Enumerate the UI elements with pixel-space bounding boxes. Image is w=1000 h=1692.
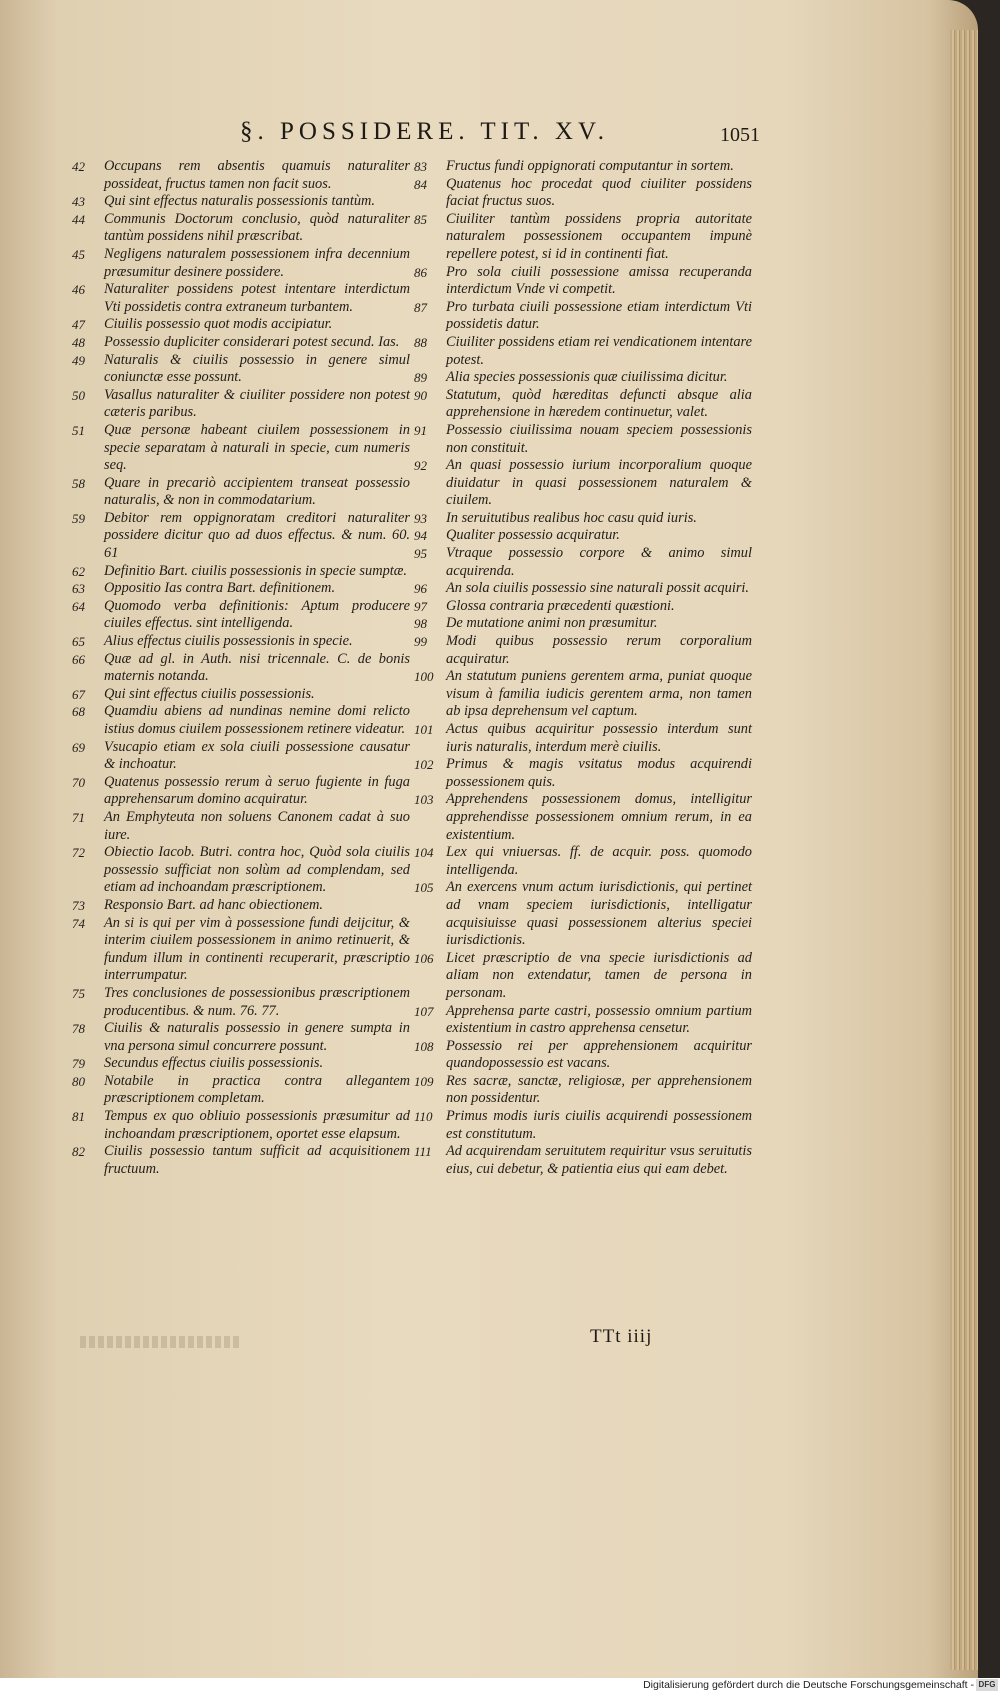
index-entry	[72, 633, 410, 651]
index-entry	[72, 563, 410, 581]
entry-text: Alia species possessionis quæ ciuilissima dicitur.	[446, 369, 728, 386]
index-entry	[414, 668, 752, 721]
entry-number: 107	[414, 1003, 434, 1019]
entry-number: 48	[72, 334, 85, 350]
entry-text: Occupans rem absentis quamuis naturaliter possideat, fructus tamen non facit suos.	[104, 158, 410, 192]
entry-number: 45	[72, 246, 85, 262]
entry-number: 90	[414, 387, 427, 403]
entry-text: Debitor rem oppignoratam creditori naturaliter possidere dicitur quo ad duos effectus. & num. 60. 61	[104, 509, 410, 562]
entry-text: Apprehendens possessionem domus, intelligitur apprehendisse possessionem omnium rerum, in ea existentium.	[446, 791, 752, 843]
index-entry	[72, 352, 410, 387]
index-entry	[72, 844, 410, 897]
index-entry	[72, 422, 410, 475]
entry-text: Vasallus naturaliter & ciuiliter possidere non potest cæteris paribus.	[104, 386, 410, 421]
entry-text: Pro turbata ciuili possessione etiam interdictum Vti possidetis datur.	[446, 298, 752, 333]
index-entry	[414, 387, 752, 422]
index-entry	[72, 580, 410, 598]
index-entry	[414, 158, 752, 176]
index-entry	[414, 791, 752, 844]
signature-mark: TTt iiij	[590, 1326, 653, 1347]
index-entry	[414, 1038, 752, 1073]
index-entry	[414, 580, 752, 598]
index-entry	[414, 598, 752, 616]
index-entry	[72, 1143, 410, 1178]
entry-number: 67	[72, 686, 85, 702]
index-entry	[72, 387, 410, 422]
index-entry	[72, 703, 410, 738]
entry-number: 105	[414, 880, 434, 896]
index-entry	[414, 369, 752, 387]
entry-number: 91	[414, 422, 427, 438]
index-entry	[414, 211, 752, 264]
entry-text: Naturalis & ciuilis possessio in genere simul coniunctæ esse possunt.	[104, 351, 410, 386]
entry-number: 97	[414, 598, 427, 614]
entry-number: 81	[72, 1109, 85, 1125]
entry-text: Ciuiliter tantùm possidens propria autoritate naturalem possessionem occupantem impunè repellere potest, si id in continenti fiat.	[446, 210, 752, 262]
entry-text: Lex qui vniuersas. ff. de acquir. poss. quomodo intelligenda.	[446, 844, 752, 878]
entry-text: Oppositio Ias contra Bart. definitionem.	[104, 580, 336, 597]
entry-text: Ciuilis & naturalis possessio in genere sumpta in vna persona simul concurrere possunt.	[104, 1020, 410, 1054]
entry-text: Apprehensa parte castri, possessio omnium partium existentium in castro apprehensa censetur.	[446, 1002, 752, 1037]
index-entry	[414, 422, 752, 457]
entry-number: 58	[72, 475, 85, 491]
entry-text: Alius effectus ciuilis possessionis in specie.	[104, 633, 353, 650]
index-entry	[414, 510, 752, 528]
entry-number: 71	[72, 809, 85, 825]
entry-text: Statutum, quòd hæreditas defuncti absque alia apprehensione in hæredem continuetur, valet.	[446, 386, 752, 421]
index-entry	[414, 950, 752, 1003]
index-entry	[72, 281, 410, 316]
entry-number: 68	[72, 704, 85, 720]
entry-text: Qui sint effectus ciuilis possessionis.	[104, 685, 315, 702]
entry-text: Possessio ciuilissima nouam speciem possessionis non constituit.	[446, 421, 752, 456]
entry-number: 75	[72, 985, 85, 1001]
page-number: 1051	[720, 124, 760, 146]
index-entry	[72, 211, 410, 246]
index-entry	[72, 651, 410, 686]
index-entry	[72, 809, 410, 844]
index-entry	[72, 475, 410, 510]
entry-number: 103	[414, 792, 434, 808]
entry-text: Modi quibus possessio rerum corporalium acquiratur.	[446, 633, 752, 667]
entry-number: 64	[72, 598, 85, 614]
entry-number: 106	[414, 950, 434, 966]
index-entry	[414, 299, 752, 334]
entry-text: Vsucapio etiam ex sola ciuili possessione causatur & inchoatur.	[104, 738, 410, 773]
entry-text: An quasi possessio iurium incorporalium quoque diuidatur in quasi possessionem naturalem & ciuilem.	[446, 457, 752, 509]
entry-number: 72	[72, 845, 85, 861]
entry-text: Quamdiu abiens ad nundinas nemine domi relicto istius domus ciuilem possessionem retinere videatur.	[104, 703, 410, 737]
entry-text: An sola ciuilis possessio sine naturali possit acquiri.	[446, 580, 750, 597]
entry-number: 70	[72, 774, 85, 790]
entry-text: Possessio dupliciter considerari potest secund. Ias.	[104, 333, 400, 350]
index-entry	[414, 1003, 752, 1038]
entry-number: 108	[414, 1038, 434, 1054]
index-entry	[72, 739, 410, 774]
entry-text: Responsio Bart. ad hanc obiectionem.	[104, 896, 324, 913]
entry-number: 43	[72, 194, 85, 210]
entry-text: Primus & magis vsitatus modus acquirendi possessionem quis.	[446, 756, 752, 790]
entry-number: 51	[72, 422, 85, 438]
entry-text: Fructus fundi oppignorati computantur in sortem.	[446, 158, 734, 174]
entry-number: 80	[72, 1073, 85, 1089]
entry-number: 50	[72, 387, 85, 403]
entry-number: 47	[72, 317, 85, 333]
index-entry	[414, 756, 752, 791]
index-entry	[72, 897, 410, 915]
entry-text: Ciuiliter possidens etiam rei vendicationem intentare potest.	[446, 333, 752, 368]
index-entry	[414, 1073, 752, 1108]
index-entry	[414, 615, 752, 633]
index-entry	[72, 510, 410, 563]
entry-text: Licet præscriptio de vna specie iurisdictionis ad aliam non extendatur, tamen de persona in personam.	[446, 949, 752, 1001]
entry-text: An exercens vnum actum iurisdictionis, qui pertinet ad vnam speciem iurisdictionis, intelligatur acquisiuisse quasi possessionem alterius speciei iurisdictionis.	[446, 879, 752, 949]
index-entry	[72, 158, 410, 193]
entry-number: 98	[414, 616, 427, 632]
entry-number: 100	[414, 669, 434, 685]
entry-text: Pro sola ciuili possessione amissa recuperanda interdictum Vnde vi competit.	[446, 263, 752, 298]
entry-number: 89	[414, 370, 427, 386]
entry-text: An statutum puniens gerentem arma, puniat quoque visum à familia iudicis gerentem arma, non tamen ab ipsa deprehensum vel captum.	[446, 668, 752, 720]
entry-number: 42	[72, 159, 85, 174]
index-entry	[414, 264, 752, 299]
entry-text: An si is qui per vim à possessione fundi deijcitur, & interim ciuilem possessionem in animo retinuerit, & fundum illum in continenti recuperarit, præscriptio interrumpatur.	[104, 914, 410, 984]
entry-number: 46	[72, 282, 85, 298]
entry-number: 92	[414, 458, 427, 474]
index-entry	[414, 176, 752, 211]
entry-number: 99	[414, 634, 427, 650]
entry-text: Ad acquirendam seruitutem requiritur vsus seruitutis eius, cui debetur, & patientia eius qui eam debet.	[446, 1143, 752, 1177]
index-column-right	[414, 158, 752, 1178]
entry-text: Res sacræ, sanctæ, religiosæ, per apprehensionem non possidentur.	[446, 1072, 752, 1107]
entry-text: Communis Doctorum conclusio, quòd naturaliter tantùm possidens nihil præscribat.	[104, 210, 410, 245]
entry-number: 83	[414, 159, 427, 174]
entry-text: Secundus effectus ciuilis possessionis.	[104, 1055, 324, 1072]
index-entry	[72, 316, 410, 334]
entry-text: Tempus ex quo obliuio possessionis præsumitur ad inchoandam præscriptionem, oportet esse elapsum.	[104, 1108, 410, 1142]
entry-number: 102	[414, 757, 434, 773]
entry-text: Quæ personæ habeant ciuilem possessionem in specie separatam à naturali in specie, cum numeris seq.	[104, 421, 410, 474]
entry-number: 74	[72, 915, 85, 931]
entry-number: 65	[72, 634, 85, 650]
entry-number: 110	[414, 1109, 433, 1125]
entry-text: Quæ ad gl. in Auth. nisi tricennale. C. de bonis maternis notanda.	[104, 650, 410, 685]
footer-credit: Digitalisierung gefördert durch die Deutsche Forschungsgemeinschaft -	[643, 1679, 974, 1691]
entry-number: 44	[72, 211, 85, 227]
entry-number: 87	[414, 299, 427, 315]
entry-number: 79	[72, 1056, 85, 1072]
entry-number: 96	[414, 581, 427, 597]
entry-text: An Emphyteuta non soluens Canonem cadat à suo iure.	[104, 808, 410, 843]
entry-text: Possessio rei per apprehensionem acquiritur quandopossessio est vacans.	[446, 1037, 752, 1072]
entry-text: Quatenus possessio rerum à seruo fugiente in fuga apprehensarum domino acquiratur.	[104, 773, 410, 808]
entry-number: 101	[414, 722, 434, 737]
entry-text: Quomodo verba definitionis: Aptum producere ciuiles effectus. sint intelligenda.	[104, 597, 410, 632]
index-entry	[72, 985, 410, 1020]
entry-text: Tres conclusiones de possessionibus præscriptionem producentibus. & num. 76. 77.	[104, 984, 410, 1019]
entry-number: 78	[72, 1021, 85, 1037]
entry-text: Vtraque possessio corpore & animo simul acquirenda.	[446, 545, 752, 579]
entry-number: 66	[72, 651, 85, 667]
index-column-left	[72, 158, 410, 1178]
index-entry	[72, 774, 410, 809]
entry-text: Actus quibus acquiritur possessio interdum sunt iuris naturalis, interdum merè ciuilis.	[446, 721, 752, 755]
dfg-logo-icon: DFG	[976, 1679, 998, 1691]
index-entry	[414, 844, 752, 879]
index-entry	[72, 1055, 410, 1073]
entry-text: In seruitutibus realibus hoc casu quid iuris.	[446, 509, 697, 526]
index-entry	[72, 246, 410, 281]
entry-text: Notabile in practica contra allegantem præscriptionem completam.	[104, 1072, 410, 1107]
entry-number: 109	[414, 1073, 434, 1089]
entry-number: 85	[414, 211, 427, 227]
entry-text: Qui sint effectus naturalis possessionis tantùm.	[104, 193, 376, 210]
entry-number: 94	[414, 528, 427, 544]
entry-number: 111	[414, 1144, 432, 1160]
entry-number: 88	[414, 334, 427, 350]
entry-number: 104	[414, 845, 434, 861]
entry-text: Qualiter possessio acquiratur.	[446, 527, 620, 544]
entry-text: Obiectio Iacob. Butri. contra hoc, Quòd sola ciuilis possessio sufficiat non solùm ad complendam, sed etiam ad inchoandam præscriptionem.	[104, 844, 410, 896]
entry-number: 93	[414, 510, 427, 526]
entry-text: Quatenus hoc procedat quod ciuiliter possidens faciat fructus suos.	[446, 175, 752, 210]
index-entry	[414, 527, 752, 545]
entry-number: 95	[414, 546, 427, 562]
entry-number: 62	[72, 563, 85, 579]
entry-number: 63	[72, 581, 85, 597]
entry-number: 86	[414, 264, 427, 280]
entry-text: Negligens naturalem possessionem infra decennium præsumitur desinere possidere.	[104, 245, 410, 280]
index-entry	[72, 686, 410, 704]
entry-text: Quare in precariò accipientem transeat possessio naturalis, & non in commodatarium.	[104, 474, 410, 509]
entry-text: De mutatione animi non præsumitur.	[446, 615, 658, 632]
index-entry	[414, 879, 752, 949]
index-entry	[72, 1073, 410, 1108]
entry-number: 59	[72, 510, 85, 526]
digitization-footer	[0, 1678, 1000, 1692]
index-entry	[72, 193, 410, 211]
index-entry	[72, 1020, 410, 1055]
index-entry	[414, 721, 752, 756]
entry-number: 84	[414, 176, 427, 192]
entry-number: 69	[72, 739, 85, 755]
entry-number: 82	[72, 1144, 85, 1160]
entry-number: 73	[72, 897, 85, 913]
entry-text: Ciuilis possessio tantum sufficit ad acquisitionem fructuum.	[104, 1143, 410, 1177]
index-entry	[414, 457, 752, 510]
bleed-through-marks	[80, 1336, 240, 1348]
entry-text: Ciuilis possessio quot modis accipiatur.	[104, 316, 333, 333]
entry-number: 49	[72, 352, 85, 368]
index-entry	[414, 334, 752, 369]
page-edge-texture	[950, 30, 978, 1670]
entry-text: Definitio Bart. ciuilis possessionis in specie sumptæ.	[104, 562, 407, 579]
index-entry	[414, 1143, 752, 1178]
entry-text: Primus modis iuris ciuilis acquirendi possessionem est constitutum.	[446, 1108, 752, 1142]
index-entry	[414, 1108, 752, 1143]
running-head: §. POSSIDERE. TIT. XV.	[240, 118, 610, 145]
index-entry	[72, 598, 410, 633]
entry-text: Glossa contraria præcedenti quæstioni.	[446, 597, 675, 614]
index-entry	[414, 633, 752, 668]
index-entry	[72, 915, 410, 985]
index-entry	[72, 334, 410, 352]
index-entry	[414, 545, 752, 580]
entry-text: Naturaliter possidens potest intentare interdictum Vti possidetis contra extraneum turbantem.	[104, 281, 410, 315]
index-entry	[72, 1108, 410, 1143]
